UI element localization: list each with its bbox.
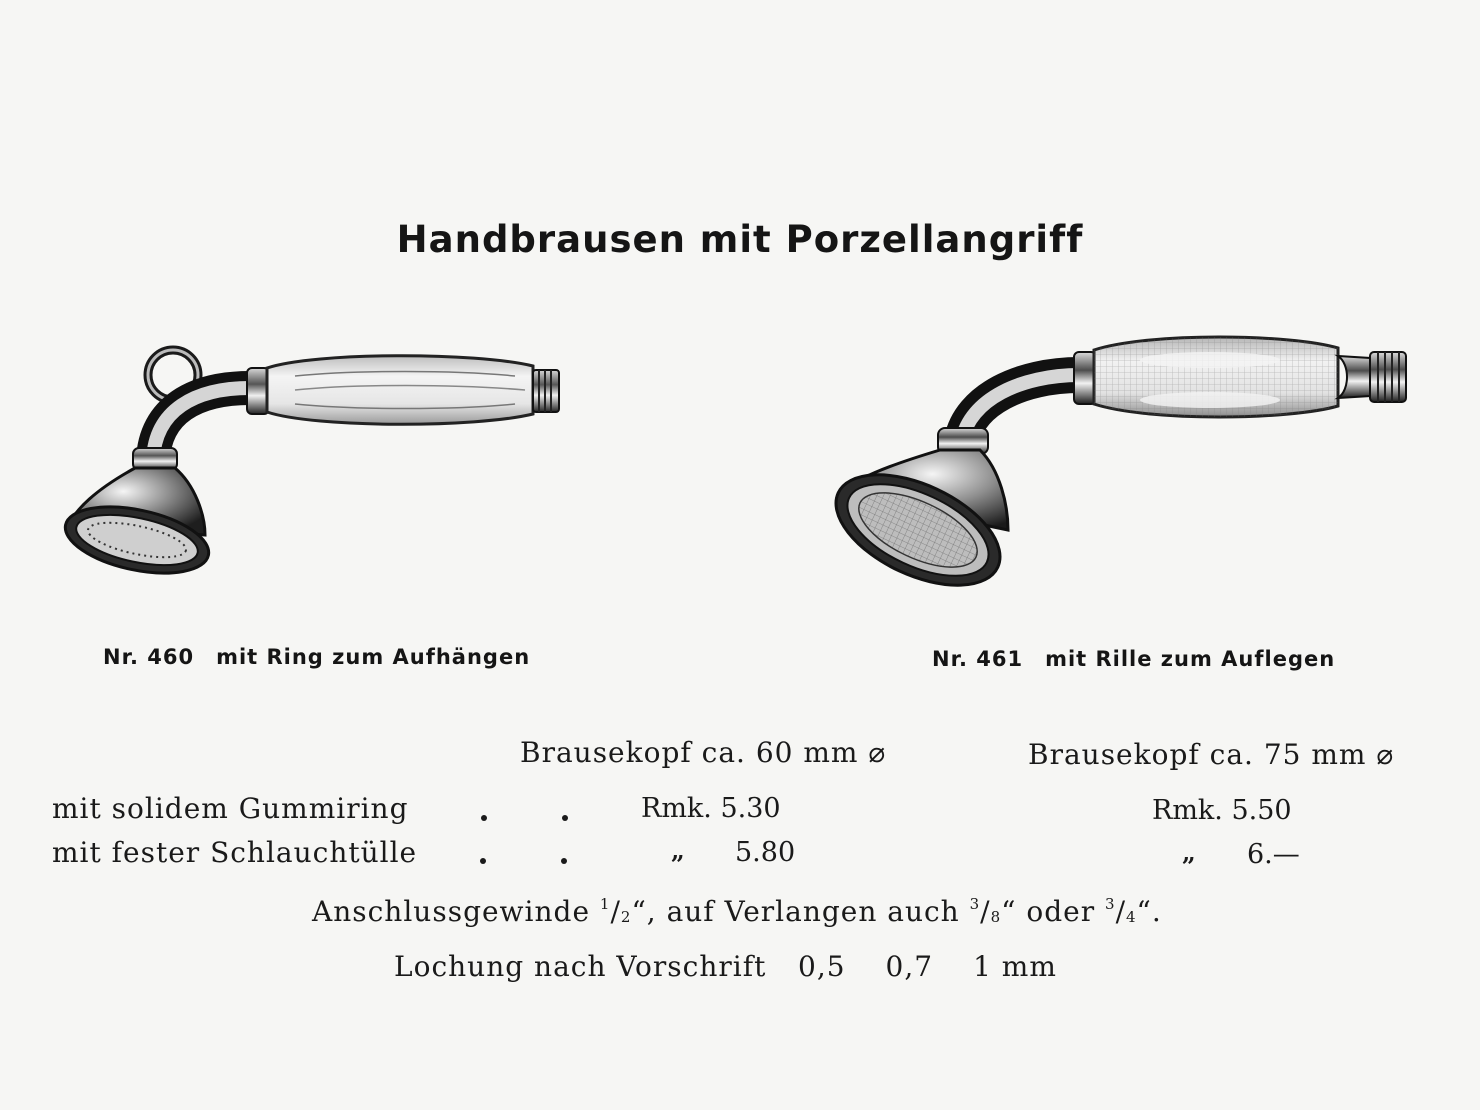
thread-middle: “, auf Verlangen auch (631, 895, 960, 928)
caption-460 (103, 645, 530, 669)
leader-dot (480, 858, 486, 864)
product-number-461: Nr. 461 (932, 647, 1024, 671)
size-header-461: Brausekopf ca. 75 mm ⌀ (1028, 738, 1395, 771)
leader-dot (561, 858, 567, 864)
product-description-460: mit Ring zum Aufhängen (216, 645, 531, 669)
price-460-schlauchtuelle: 5.80 (735, 837, 796, 868)
product-description-461: mit Rille zum Auflegen (1045, 647, 1336, 671)
caption-461 (932, 647, 1335, 671)
hand-shower-460-illustration (55, 340, 575, 590)
perforation-value: 0,5 (798, 950, 846, 983)
price-460-gummiring: Rmk. 5.30 (641, 793, 781, 824)
fraction-numerator: 3 (1105, 895, 1116, 913)
fraction-denominator: 4 (1126, 908, 1137, 926)
leader-dot (562, 815, 568, 821)
fraction-denominator: 8 (990, 908, 1002, 926)
fraction-numerator: 3 (969, 895, 981, 913)
page-title: Handbrausen mit Porzellangriff (396, 218, 1084, 261)
price-row-label-gummiring: mit solidem Gummiring (52, 792, 409, 825)
ditto-mark-461: „ (1182, 838, 1196, 867)
perforation-value: 1 mm (973, 950, 1057, 983)
perforation-values (798, 950, 1057, 983)
thread-prefix: Anschlussgewinde (312, 895, 591, 928)
hand-shower-461-illustration (830, 330, 1420, 600)
perforation-value: 0,7 (885, 950, 934, 983)
fraction-numerator: 1 (599, 895, 611, 913)
size-header-460: Brausekopf ca. 60 mm ⌀ (520, 736, 887, 769)
thread-suffix: “. (1136, 895, 1162, 928)
leader-dot (481, 815, 487, 821)
price-row-label-schlauchtuelle: mit fester Schlauchtülle (52, 836, 418, 869)
thread-info: Anschlussgewinde $^1/_2“$, auf Verlangen auch $^3/_8“$ oder $^3/_4“$. (312, 895, 1162, 928)
thread-or: “ oder (1001, 895, 1096, 928)
perforation-label: Lochung nach Vorschrift (394, 950, 767, 983)
fraction-denominator: 2 (620, 908, 632, 926)
ditto-mark-460: „ (671, 836, 685, 865)
price-461-schlauchtuelle: 6.— (1247, 839, 1300, 870)
price-461-gummiring: Rmk. 5.50 (1152, 795, 1292, 826)
product-number-460: Nr. 460 (103, 645, 195, 669)
